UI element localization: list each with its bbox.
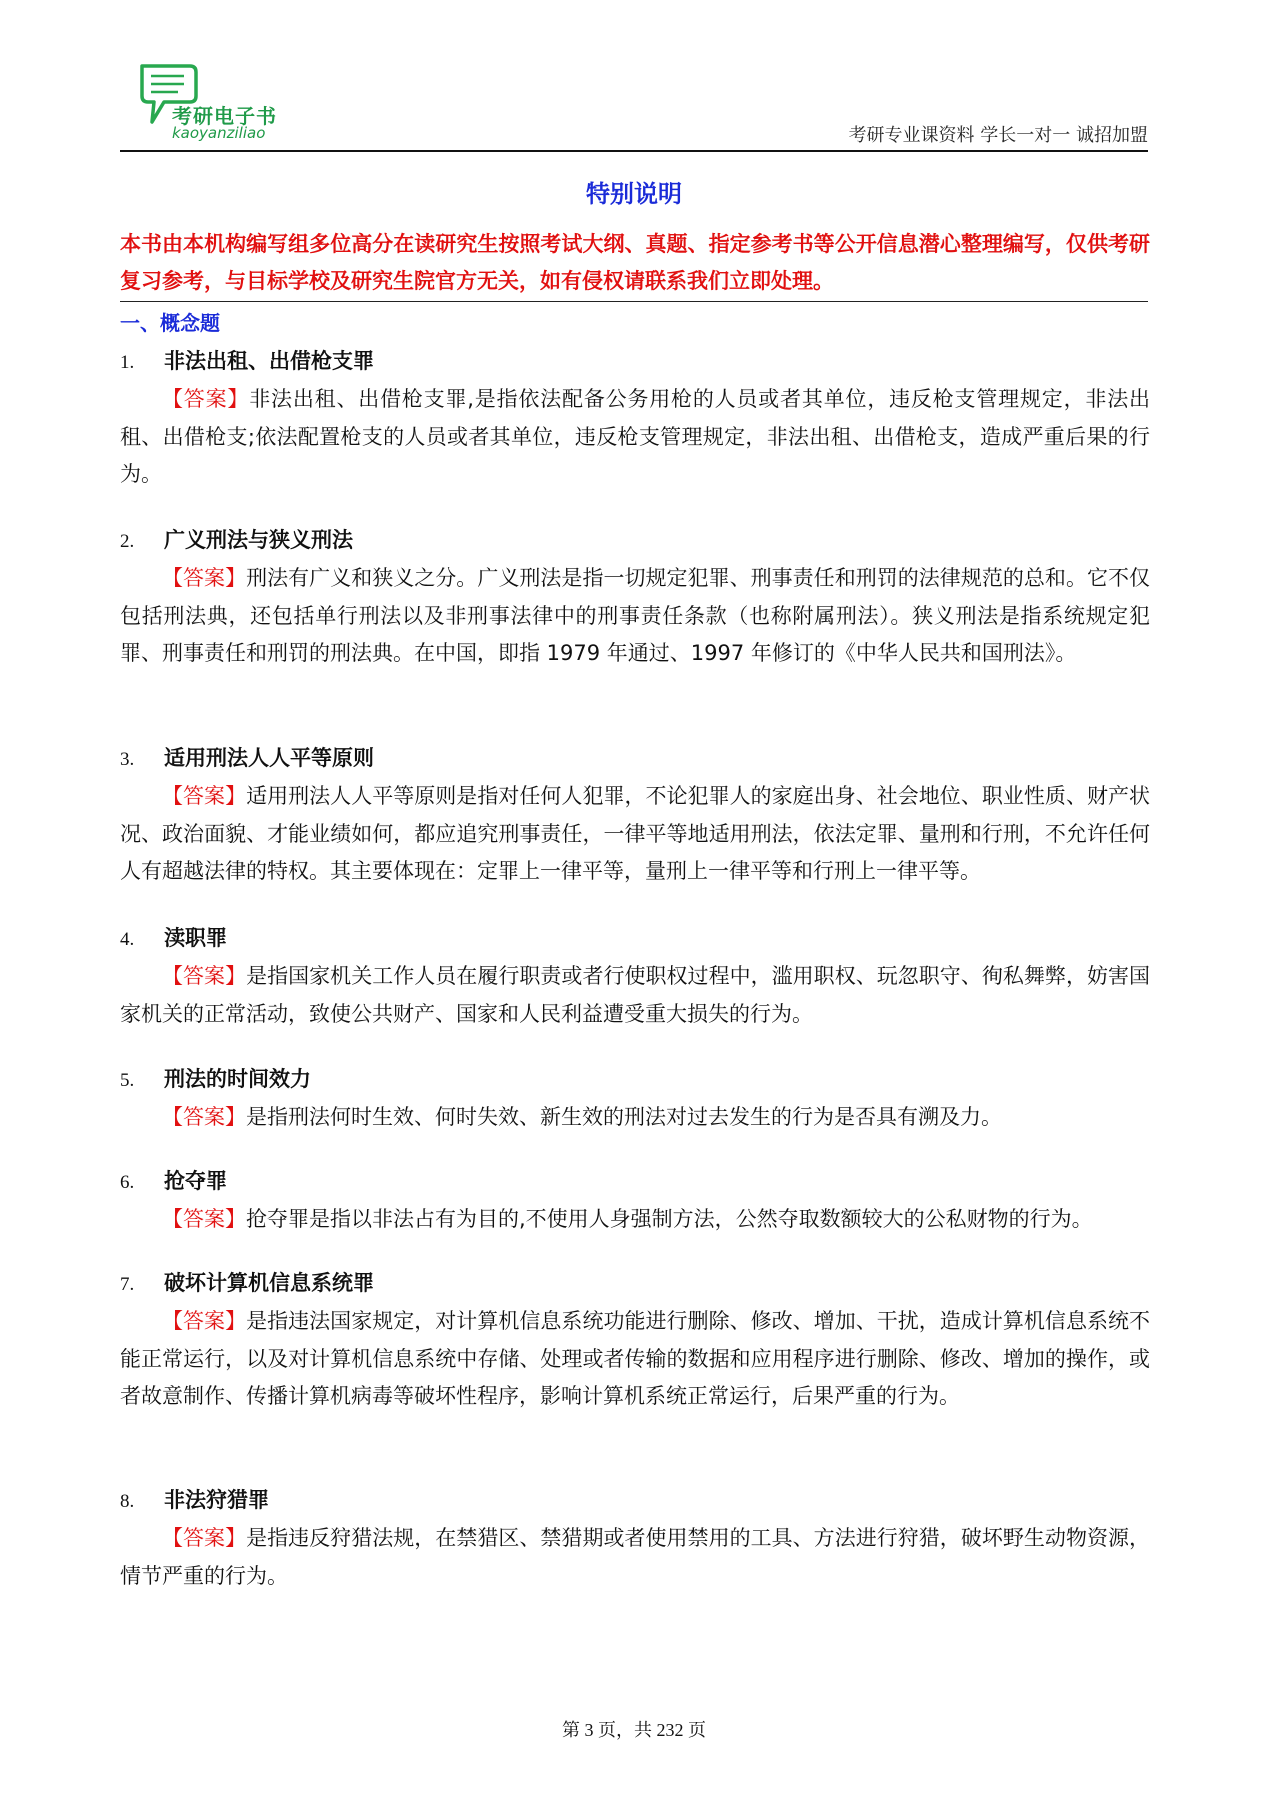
- question-number: 6.: [120, 1172, 135, 1193]
- question-title: 非法狩猎罪: [164, 1488, 269, 1512]
- brand-logo: [138, 62, 278, 146]
- question-heading: [120, 1064, 1150, 1094]
- special-notice-title: 特别说明: [586, 180, 682, 208]
- question-heading: [120, 1485, 1150, 1515]
- answer-tag: 【答案】: [162, 387, 250, 411]
- answer-tag: 【答案】: [162, 1309, 247, 1333]
- notice-divider: [120, 301, 1148, 302]
- logo-subtext: kaoyanziliao: [172, 124, 266, 142]
- logo-text: 考研电子书: [172, 104, 277, 128]
- question-number: 4.: [120, 929, 135, 950]
- answer-text: 是指刑法何时生效、何时失效、新生效的刑法对过去发生的行为是否具有溯及力。: [246, 1105, 1002, 1129]
- question-number: 1.: [120, 352, 135, 373]
- question-title: 抢夺罪: [164, 1169, 227, 1193]
- question-answer: [120, 1201, 1150, 1239]
- question-answer: [120, 1099, 1150, 1137]
- question-item: [120, 1064, 1150, 1137]
- question-heading: [120, 743, 1150, 773]
- question-item: [120, 923, 1150, 1033]
- answer-text: 是指违反狩猎法规，在禁猎区、禁猎期或者使用禁用的工具、方法进行狩猎，破坏野生动物资源，情节严重的行为。: [120, 1526, 1151, 1588]
- answer-text: 是指违法国家规定，对计算机信息系统功能进行删除、修改、增加、干扰，造成计算机信息系统不能正常运行，以及对计算机信息系统中存储、处理或者传输的数据和应用程序进行删除、修改、增加的操作，或者故意制作、传播计算机病毒等破坏性程序，影响计算机系统正常运行，后果严重的行为。: [120, 1309, 1151, 1408]
- header-divider: [120, 150, 1148, 152]
- question-number: 7.: [120, 1274, 135, 1295]
- answer-tag: 【答案】: [162, 964, 247, 988]
- question-title: 渎职罪: [164, 926, 227, 950]
- question-heading: [120, 1268, 1150, 1298]
- answer-tag: 【答案】: [162, 784, 247, 808]
- question-item: [120, 1485, 1150, 1595]
- question-title: 适用刑法人人平等原则: [164, 746, 374, 770]
- section-title: 一、概念题: [120, 311, 220, 335]
- page-footer: 第 3 页，共 232 页: [562, 1720, 706, 1740]
- question-item: [120, 346, 1150, 494]
- question-title: 非法出租、出借枪支罪: [164, 349, 374, 373]
- answer-tag: 【答案】: [162, 566, 247, 590]
- question-heading: [120, 1166, 1150, 1196]
- question-item: [120, 1166, 1150, 1239]
- answer-text: 非法出租、出借枪支罪,是指依法配备公务用枪的人员或者其单位，违反枪支管理规定，非法出租、出借枪支;依法配置枪支的人员或者其单位，违反枪支管理规定，非法出租、出借枪支，造成严重后果的行为。: [120, 387, 1151, 486]
- question-item: [120, 1268, 1150, 1416]
- answer-tag: 【答案】: [162, 1526, 247, 1550]
- question-heading: [120, 923, 1150, 953]
- disclaimer-notice: 本书由本机构编写组多位高分在读研究生按照考试大纲、真题、指定参考书等公开信息潜心整理编写，仅供考研复习参考，与目标学校及研究生院官方无关，如有侵权请联系我们立即处理。: [120, 232, 1150, 293]
- question-title: 刑法的时间效力: [164, 1067, 311, 1091]
- answer-text: 适用刑法人人平等原则是指对任何人犯罪，不论犯罪人的家庭出身、社会地位、职业性质、财产状况、政治面貌、才能业绩如何，都应追究刑事责任，一律平等地适用刑法，依法定罪、量刑和行刑，不允许任何人有超越法律的特权。其主要体现在：定罪上一律平等，量刑上一律平等和行刑上一律平等。: [120, 784, 1151, 883]
- header-tagline: 考研专业课资料 学长一对一 诚招加盟: [848, 125, 1148, 146]
- answer-text: 是指国家机关工作人员在履行职责或者行使职权过程中，滥用职权、玩忽职守、徇私舞弊，妨害国家机关的正常活动，致使公共财产、国家和人民利益遭受重大损失的行为。: [120, 964, 1151, 1026]
- question-item: [120, 743, 1150, 891]
- answer-tag: 【答案】: [162, 1207, 246, 1231]
- question-heading: [120, 346, 1150, 376]
- question-number: 5.: [120, 1070, 135, 1091]
- question-answer: [120, 1520, 1150, 1595]
- answer-text: 刑法有广义和狭义之分。广义刑法是指一切规定犯罪、刑事责任和刑罚的法律规范的总和。它不仅包括刑法典，还包括单行刑法以及非刑事法律中的刑事责任条款（也称附属刑法）。狭义刑法是指系统规定犯罪、刑事责任和刑罚的刑法典。在中国，即指 1979 年通过、1997 年修订的《中华人民共和国刑法》。: [120, 566, 1151, 665]
- question-heading: [120, 525, 1150, 555]
- question-number: 3.: [120, 749, 135, 770]
- answer-text: 抢夺罪是指以非法占有为目的,不使用人身强制方法，公然夺取数额较大的公私财物的行为。: [246, 1207, 1093, 1231]
- question-answer: [120, 560, 1150, 673]
- question-number: 8.: [120, 1491, 135, 1512]
- question-title: 广义刑法与狭义刑法: [164, 528, 353, 552]
- question-answer: [120, 778, 1150, 891]
- question-number: 2.: [120, 531, 135, 552]
- question-title: 破坏计算机信息系统罪: [164, 1271, 374, 1295]
- question-answer: [120, 1303, 1150, 1416]
- question-answer: [120, 958, 1150, 1033]
- question-item: [120, 525, 1150, 673]
- question-answer: [120, 381, 1150, 494]
- answer-tag: 【答案】: [162, 1105, 246, 1129]
